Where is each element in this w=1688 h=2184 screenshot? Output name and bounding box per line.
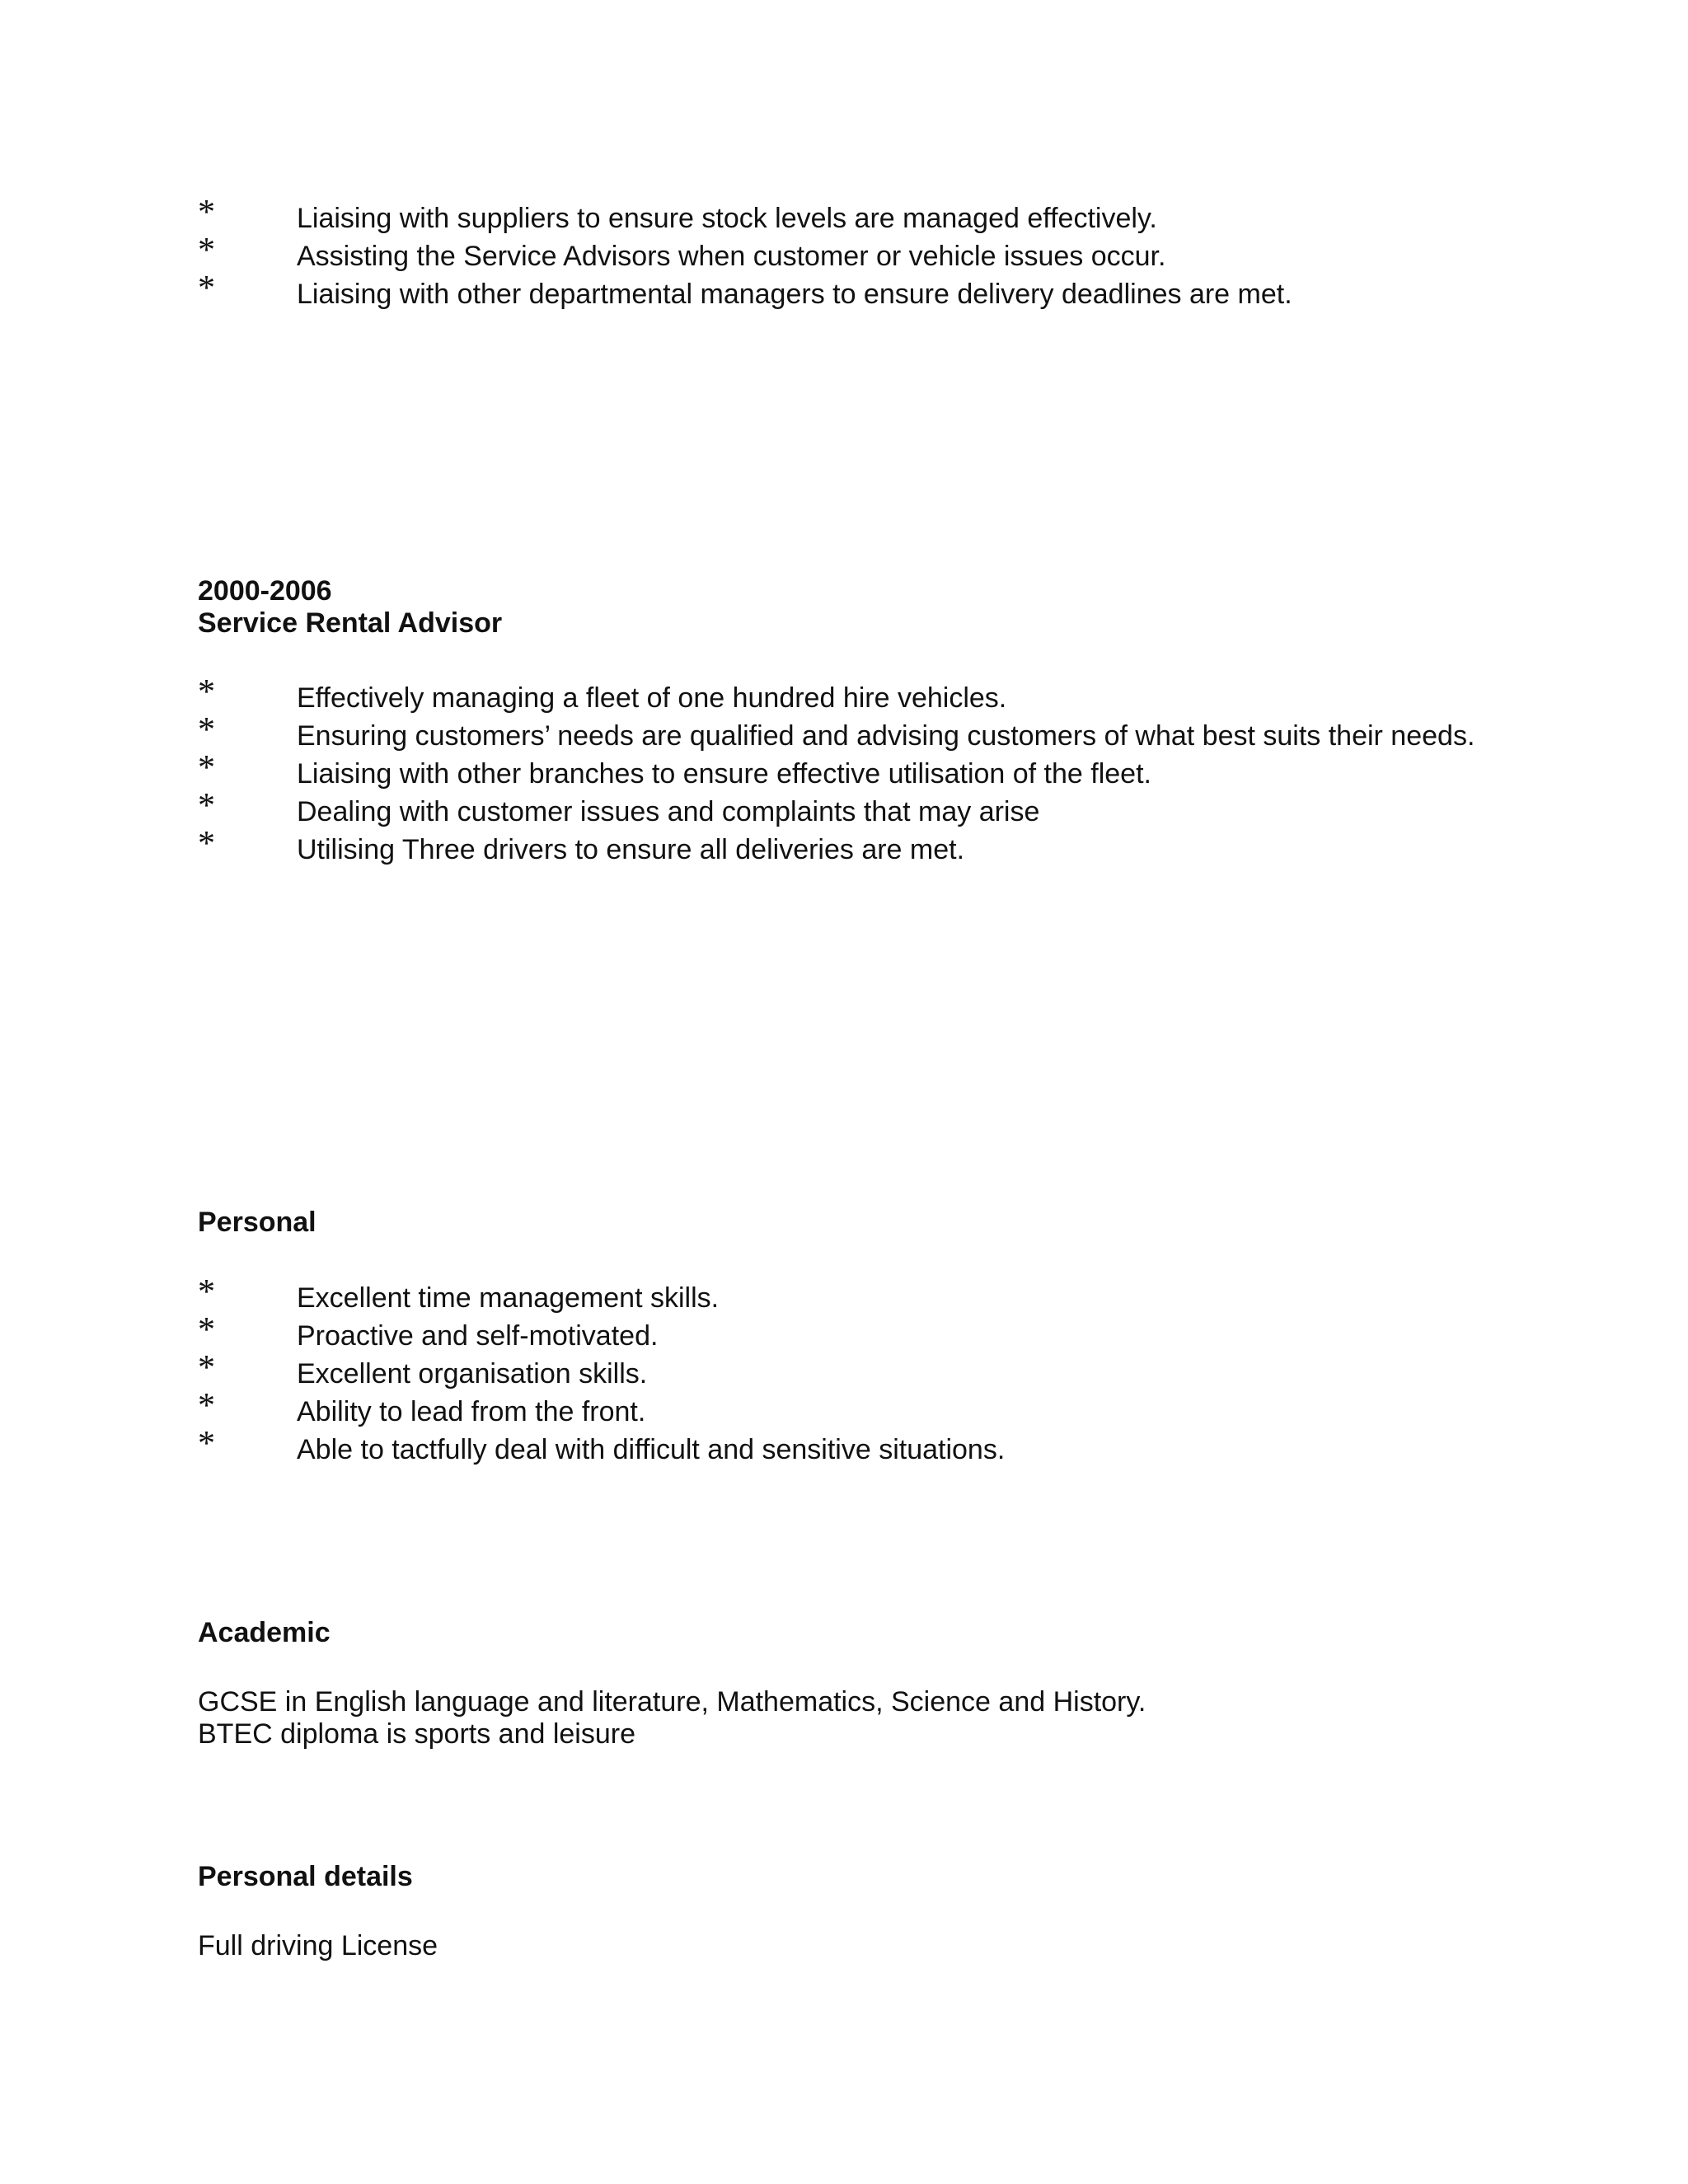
list-item-text: Liaising with other branches to ensure effective utilisation of the fleet.: [297, 758, 1151, 790]
list-item: [198, 194, 1533, 237]
list-item: [198, 825, 1533, 869]
list-item-text: Ability to lead from the front.: [297, 1396, 646, 1427]
list-item: [198, 269, 1533, 313]
responsibilities-list-top: [198, 194, 1533, 313]
list-item: [198, 711, 1533, 755]
academic-qualifications: [198, 1686, 1533, 1750]
asterisk-bullet-icon: *: [198, 711, 215, 749]
list-item: [198, 1349, 1533, 1393]
list-item-text: Proactive and self-motivated.: [297, 1320, 659, 1352]
personal-section-heading: [198, 1207, 1533, 1239]
personal-details-section-heading: [198, 1861, 1533, 1893]
academic-section-heading: [198, 1617, 1533, 1649]
section-heading: Personal: [198, 1207, 316, 1238]
job-heading: [198, 575, 1533, 640]
list-item: [198, 787, 1533, 831]
list-item: [198, 673, 1533, 717]
asterisk-bullet-icon: *: [198, 749, 215, 787]
section-heading: Academic: [198, 1617, 331, 1648]
bullet-list: [198, 1273, 1533, 1469]
section-heading: Personal details: [198, 1861, 413, 1892]
asterisk-bullet-icon: *: [198, 787, 215, 825]
asterisk-bullet-icon: *: [198, 1311, 215, 1349]
list-item-text: Able to tactfully deal with difficult and sensitive situations.: [297, 1434, 1006, 1465]
bullet-list: [198, 673, 1533, 869]
job-title: Service Rental Advisor: [198, 607, 503, 639]
personal-skills-list: [198, 1273, 1533, 1469]
asterisk-bullet-icon: *: [198, 673, 215, 711]
asterisk-bullet-icon: *: [198, 1425, 215, 1463]
list-item: [198, 1387, 1533, 1431]
list-item: [198, 1273, 1533, 1317]
list-item: [198, 1425, 1533, 1469]
job-years: 2000-2006: [198, 575, 332, 607]
list-item-text: Dealing with customer issues and complaints that may arise: [297, 796, 1040, 827]
asterisk-bullet-icon: *: [198, 1387, 215, 1425]
list-item-text: Utilising Three drivers to ensure all deliveries are met.: [297, 834, 965, 865]
list-item-text: Liaising with suppliers to ensure stock levels are managed effectively.: [297, 203, 1157, 234]
list-item-text: Effectively managing a fleet of one hundred hire vehicles.: [297, 682, 1007, 714]
asterisk-bullet-icon: *: [198, 269, 215, 307]
asterisk-bullet-icon: *: [198, 1349, 215, 1387]
list-item-text: Excellent time management skills.: [297, 1282, 720, 1314]
personal-details-content: [198, 1930, 1533, 1962]
list-item-text: Assisting the Service Advisors when customer or vehicle issues occur.: [297, 241, 1166, 272]
list-item-text: Excellent organisation skills.: [297, 1358, 648, 1390]
job-responsibilities-list: [198, 673, 1533, 869]
qualification-line: BTEC diploma is sports and leisure: [198, 1718, 636, 1750]
asterisk-bullet-icon: *: [198, 232, 215, 269]
asterisk-bullet-icon: *: [198, 1273, 215, 1311]
list-item: [198, 1311, 1533, 1355]
list-item: [198, 232, 1533, 275]
asterisk-bullet-icon: *: [198, 194, 215, 232]
list-item-text: Ensuring customers’ needs are qualified and advising customers of what best suits their needs.: [297, 720, 1475, 752]
asterisk-bullet-icon: *: [198, 825, 215, 863]
bullet-list: [198, 194, 1533, 313]
qualification-line: GCSE in English language and literature, Mathematics, Science and History.: [198, 1686, 1146, 1718]
driving-license-line: Full driving License: [198, 1930, 438, 1961]
list-item: [198, 749, 1533, 793]
list-item-text: Liaising with other departmental managers to ensure delivery deadlines are met.: [297, 279, 1292, 310]
